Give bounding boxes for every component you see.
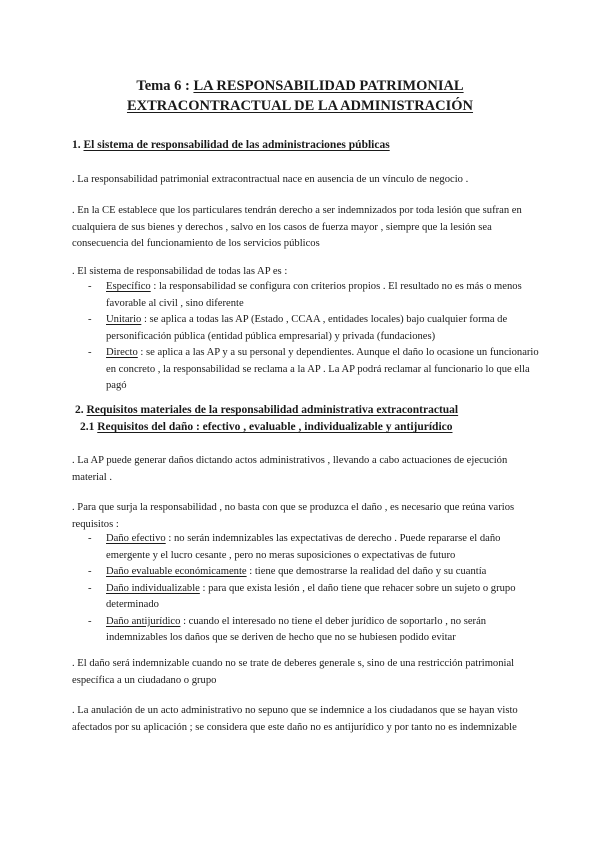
list-dash: - <box>88 533 92 544</box>
list-item-text: : se aplica a todas las AP (Estado , CCAA , entidades locales) bajo cualquier forma de personificación pública (entidad pública empresarial) y privada (fundaciones) <box>106 314 508 342</box>
list-dash: - <box>88 566 92 577</box>
title-text-line1: LA RESPONSABILIDAD PATRIMONIAL <box>193 78 464 94</box>
list-item-text: : tiene que demostrarse la realidad del daño y su cuantía <box>246 566 487 577</box>
section2-paragraph-2: . Para que surja la responsabilidad , no basta con que se produzca el daño , es necesario que reúna varios requisitos : <box>72 502 515 530</box>
section1-paragraph-2: . En la CE establece que los particulares tendrán derecho a ser indemnizados por toda lesión que sufran en cualquiera de sus bienes y derechos , salvo en los casos de fuerza mayor , siempre que la lesión sea consecuencia del funcionamiento de los servicios públicos <box>72 205 522 249</box>
list-dash: - <box>88 615 92 627</box>
list-item-term: Específico <box>106 281 151 292</box>
document-title-line2 <box>0 98 600 115</box>
list-item-text: : la responsabilidad se configura con criterios propios . El resultado no es más o menos favorable al civil , sino diferente <box>106 281 522 309</box>
section2-heading-text: Requisitos materiales de la responsabilidad administrativa extracontractual <box>86 404 459 416</box>
list-dash: - <box>88 582 92 594</box>
section1-heading <box>72 139 390 151</box>
section2-paragraph-3: . El daño será indemnizable cuando no se trate de deberes generale s, sino de una restricción patrimonial específica a un ciudadano o grupo <box>72 658 515 686</box>
section1-paragraph-3: . El sistema de responsabilidad de todas las AP es : <box>72 266 288 277</box>
list-dash: - <box>88 281 92 292</box>
section2-list <box>88 531 546 647</box>
list-item <box>88 531 546 564</box>
list-dash: - <box>88 347 92 358</box>
list-item-text: : cuando el interesado no tiene el deber jurídico de soportarlo , no serán indemnizables los daños que se deriven de hecho que no se hubiesen podido evitar <box>106 615 487 643</box>
list-item <box>88 345 546 395</box>
document-title-line1 <box>0 78 600 95</box>
section2-1-heading-text: Requisitos del daño : efectivo , evaluable , individualizable y antijurídico <box>97 421 453 433</box>
section2-paragraph-1: . La AP puede generar daños dictando actos administrativos , llevando a cabo actuaciones de ejecución material . <box>72 455 508 483</box>
list-item-term: Directo <box>106 347 138 358</box>
section1-heading-text: El sistema de responsabilidad de las administraciones públicas <box>83 139 390 151</box>
list-item <box>88 279 546 312</box>
section1-list <box>88 279 546 395</box>
list-item-text: : para que exista lesión , el daño tiene que rehacer sobre un sujeto o grupo determinado <box>106 582 516 610</box>
list-item <box>88 614 546 647</box>
list-item-term: Daño antijurídico <box>106 615 181 627</box>
list-item-term: Daño evaluable económicamente <box>106 566 247 577</box>
title-prefix: Tema 6 : <box>136 78 194 94</box>
list-item-term: Unitario <box>106 314 142 325</box>
title-text-line2: EXTRACONTRACTUAL DE LA ADMINISTRACIÓN <box>126 98 474 114</box>
list-item-term: Daño individualizable <box>106 582 200 594</box>
list-dash: - <box>88 314 92 325</box>
section2-heading <box>75 404 458 416</box>
section2-1-heading <box>80 421 453 433</box>
section2-number: 2. <box>75 404 87 416</box>
section1-paragraph-1: . La responsabilidad patrimonial extracontractual nace en ausencia de un vínculo de negocio . <box>72 174 469 185</box>
section1-number: 1. <box>72 139 84 151</box>
list-item <box>88 581 546 614</box>
list-item-text: : se aplica a las AP y a su personal y dependientes. Aunque el daño lo ocasione un funcionario en concreto , la responsabilidad se reclama a la AP . La AP podrá reclamar al funcionario lo que ella pagó <box>106 347 539 391</box>
list-item-text: : no serán indemnizables las expectativas de derecho . Puede repararse el daño emergente y el lucro cesante , pero no meras suposiciones o expectativas de futuro <box>106 533 501 561</box>
list-item-term: Daño efectivo <box>106 533 166 544</box>
list-item <box>88 312 546 345</box>
section2-paragraph-4: . La anulación de un acto administrativo no sepuno que se indemnice a los ciudadanos que se hayan visto afectados por su aplicación ; se considera que este daño no es antijurídico y por tanto no es indemnizable <box>72 705 518 733</box>
list-item <box>88 564 546 581</box>
section2-1-number: 2.1 <box>80 421 98 433</box>
